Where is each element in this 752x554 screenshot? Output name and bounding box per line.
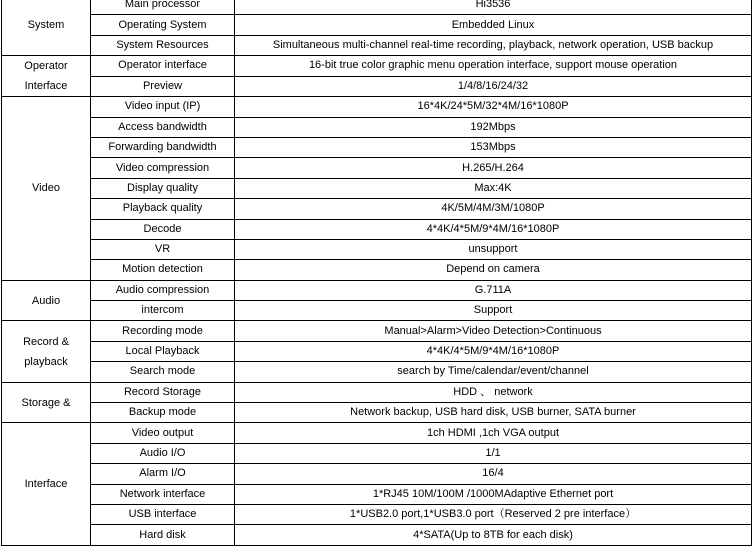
spec-value-cell: 1ch HDMI ,1ch VGA output xyxy=(235,423,752,443)
spec-label-cell: Network interface xyxy=(91,484,235,504)
spec-table xyxy=(1,0,752,546)
spec-value-cell: HDD 、 network xyxy=(235,382,752,402)
spec-value-cell: Network backup, USB hard disk, USB burner, SATA burner xyxy=(235,403,752,423)
spec-label-cell: Recording mode xyxy=(91,321,235,341)
spec-value-cell: unsupport xyxy=(235,239,752,259)
category-cell: Record & playback xyxy=(2,321,91,382)
spec-label-cell: Main processor xyxy=(91,0,235,15)
spec-label-cell: Preview xyxy=(91,76,235,97)
spec-value-cell: Hi3536 xyxy=(235,0,752,15)
spec-value-cell: 1*USB2.0 port,1*USB3.0 port（Reserved 2 pre interface） xyxy=(235,504,752,524)
spec-label-cell: Motion detection xyxy=(91,260,235,280)
table-row xyxy=(2,464,752,484)
spec-value-cell: Depend on camera xyxy=(235,260,752,280)
table-row xyxy=(2,219,752,239)
spec-value-cell: Max:4K xyxy=(235,178,752,198)
spec-value-cell: 4*4K/4*5M/9*4M/16*1080P xyxy=(235,219,752,239)
spec-label-cell: Hard disk xyxy=(91,525,235,545)
spec-value-cell: 153Mbps xyxy=(235,137,752,157)
spec-value-cell: 1/4/8/16/24/32 xyxy=(235,76,752,97)
table-row xyxy=(2,443,752,463)
table-row xyxy=(2,0,752,15)
table-row xyxy=(2,423,752,443)
spec-label-cell: Record Storage xyxy=(91,382,235,402)
spec-value-cell: G.711A xyxy=(235,280,752,300)
spec-label-cell: Playback quality xyxy=(91,199,235,219)
table-row xyxy=(2,382,752,402)
spec-value-cell: 16/4 xyxy=(235,464,752,484)
table-row xyxy=(2,362,752,382)
table-row xyxy=(2,137,752,157)
table-row xyxy=(2,525,752,545)
table-row xyxy=(2,15,752,35)
table-row xyxy=(2,280,752,300)
table-row xyxy=(2,484,752,504)
spec-label-cell: Video input (IP) xyxy=(91,97,235,117)
table-row xyxy=(2,403,752,423)
table-row xyxy=(2,260,752,280)
category-cell: Storage & xyxy=(2,382,91,423)
table-row xyxy=(2,321,752,341)
spec-label-cell: System Resources xyxy=(91,35,235,55)
spec-label-cell: Display quality xyxy=(91,178,235,198)
spec-label-cell: Operating System xyxy=(91,15,235,35)
spec-value-cell: 1/1 xyxy=(235,443,752,463)
table-row xyxy=(2,199,752,219)
spec-label-cell: Decode xyxy=(91,219,235,239)
table-row xyxy=(2,97,752,117)
spec-label-cell: Access bandwidth xyxy=(91,117,235,137)
category-cell: Interface xyxy=(2,423,91,545)
table-row xyxy=(2,239,752,259)
spec-label-cell: USB interface xyxy=(91,504,235,524)
spec-value-cell: search by Time/calendar/event/channel xyxy=(235,362,752,382)
table-row xyxy=(2,504,752,524)
spec-label-cell: Forwarding bandwidth xyxy=(91,137,235,157)
spec-label-cell: Alarm I/O xyxy=(91,464,235,484)
table-row xyxy=(2,76,752,97)
spec-value-cell: 192Mbps xyxy=(235,117,752,137)
spec-value-cell: Simultaneous multi-channel real-time recording, playback, network operation, USB backup xyxy=(235,35,752,55)
table-row xyxy=(2,35,752,55)
spec-value-cell: Embedded Linux xyxy=(235,15,752,35)
spec-label-cell: Audio compression xyxy=(91,280,235,300)
category-cell: System xyxy=(2,0,91,56)
table-row xyxy=(2,341,752,361)
spec-label-cell: Backup mode xyxy=(91,403,235,423)
spec-value-cell: 1*RJ45 10M/100M /1000MAdaptive Ethernet port xyxy=(235,484,752,504)
spec-value-cell: 4K/5M/4M/3M/1080P xyxy=(235,199,752,219)
spec-value-cell: Support xyxy=(235,301,752,321)
spec-label-cell: Search mode xyxy=(91,362,235,382)
spec-label-cell: Audio I/O xyxy=(91,443,235,463)
table-row xyxy=(2,301,752,321)
spec-label-cell: Video compression xyxy=(91,158,235,178)
spec-value-cell: H.265/H.264 xyxy=(235,158,752,178)
spec-label-cell: Video output xyxy=(91,423,235,443)
spec-value-cell: 16*4K/24*5M/32*4M/16*1080P xyxy=(235,97,752,117)
spec-value-cell: 16-bit true color graphic menu operation interface, support mouse operation xyxy=(235,56,752,77)
spec-value-cell: Manual>Alarm>Video Detection>Continuous xyxy=(235,321,752,341)
spec-table-body xyxy=(2,0,752,545)
category-cell: Video xyxy=(2,97,91,281)
table-row xyxy=(2,178,752,198)
spec-label-cell: intercom xyxy=(91,301,235,321)
spec-label-cell: VR xyxy=(91,239,235,259)
category-cell: Audio xyxy=(2,280,91,321)
table-row xyxy=(2,56,752,77)
spec-value-cell: 4*SATA(Up to 8TB for each disk) xyxy=(235,525,752,545)
table-row xyxy=(2,158,752,178)
spec-label-cell: Local Playback xyxy=(91,341,235,361)
category-cell: Operator Interface xyxy=(2,56,91,97)
table-row xyxy=(2,117,752,137)
spec-value-cell: 4*4K/4*5M/9*4M/16*1080P xyxy=(235,341,752,361)
spec-label-cell: Operator interface xyxy=(91,56,235,77)
